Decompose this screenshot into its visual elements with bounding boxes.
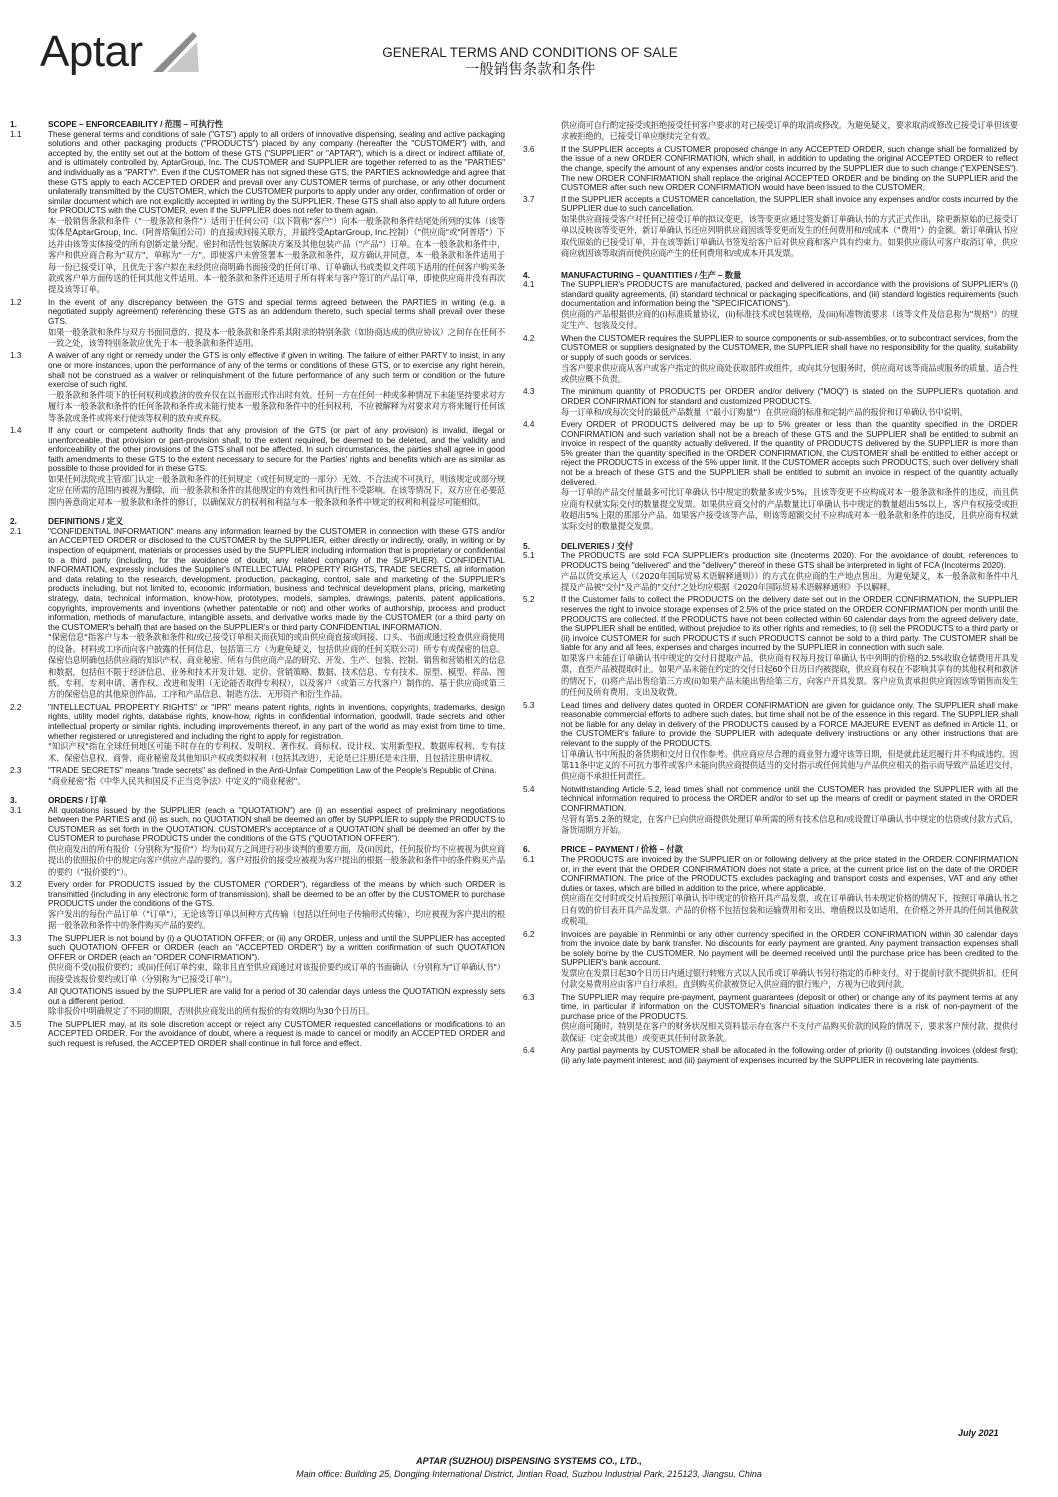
clause — [10, 527, 505, 701]
section — [10, 517, 505, 787]
clause-body — [48, 351, 505, 424]
clause — [10, 426, 505, 508]
section-number: 6. — [523, 844, 530, 855]
clause — [10, 987, 505, 1018]
clause-body — [48, 934, 505, 986]
clause-text-en: Every ORDER of PRODUCTS delivered may be up to 5% greater or less than the quantity specified in the ORDER CONFIRMATION and such variation shall not be a breach of these GTS and the SUPPLIER shall be entitled to submit an invoice in respect of the quantity actually delivered. If the quantity of PRODUCTS delivered by the SUPPLIER is more than 5% greater than the quantity specified in the ORDER CONFIRMATION, the CUSTOMER shall be entitled to either accept or reject the PRODUCTS in excess of the 5% upper limit. If the CUSTOMER accepts such PRODUCTS, such over delivery shall not be a breach of these GTS and the SUPPLIER shall be entitled to submit an invoice in respect of the quantity actually delivered. — [561, 418, 1018, 487]
clause — [523, 1046, 1018, 1065]
clause — [10, 1020, 505, 1049]
clause-body — [48, 1020, 505, 1049]
clause — [523, 195, 1018, 260]
clause-text-zh: 供应商发出的所有报价（分别称为"报价"）均为(i)双方之间进行初步谈判的重要方面，及(ii)因此，任何报价均不应被视为供应商提出的依照报价中的规定向客户供应产品的要约。客户对报价的接受应被视为客户提出的根据一般条款和条件中的条件购买产品的要约（"报价要约"）。 — [48, 843, 505, 877]
clause-text-zh: "知识产权"指在全球任何地区可能不时存在的专利权、发明权、著作权、商标权、设计权、实用新型权、数据库权利、专有技术、保密信息权、商誉、商业秘密及其他知识产权或类似权利（包括其改进），无论是已注册还是未注册，且包括注册申请权。 — [48, 741, 505, 763]
clause-number: 4.4 — [523, 418, 535, 429]
clause-text-en: Every order for PRODUCTS issued by the CUSTOMER ("ORDER"), regardless of the means by which such ORDER is transmitted (including in any electronic form of transmission), shall be deemed to be an offer by the CUSTOMER to purchase PRODUCTS under the conditions of the GTS. — [48, 879, 505, 909]
clause — [10, 298, 505, 350]
clause-number: 5.3 — [523, 699, 535, 710]
company-name: APTAR (SUZHOU) DISPENSING SYSTEMS CO., LTD., — [416, 1456, 642, 1466]
clause-text-en: These general terms and conditions of sale ("GTS") apply to all orders of innovative dispensing, sealing and active packaging solutions and other packaging products ("PRODUCTS") placed by any company (hereafter the "CUSTOMER") with, and accepted by, the entity set out at the bottom of these GTS ("SUPPLIER" or "APTAR"), which is a direct or indirect affiliate of, and is ultimately controlled by, AptarGroup, Inc. The CUSTOMER and SUPPLIER are together referred to as the "PARTIES" and individually as a "PARTY". Even if the CUSTOMER has not signed these GTS, the PARTIES acknowledge and agree that these GTS apply to each ACCEPTED ORDER and prevail over any CUSTOMER terms of purchase, or any other document unilaterally transmitted by the CUSTOMER, which the CUSTOMER purports to apply under any order, confirmation of order or similar document which are not explicitly accepted in writing by the SUPPLIER. These GTS shall also apply to all future orders for PRODUCTS with the CUSTOMER, even if the SUPPLIER does not refer to them again. — [48, 128, 505, 216]
clause-body — [48, 298, 505, 350]
clause-number: 2.2 — [10, 701, 22, 712]
section-number: 4. — [523, 269, 530, 280]
clause-text-zh: 当客户要求供应商从客户或客户指定的供应商处获取部件或组件，或向其分包服务时，供应商对该等商品或服务的质量、适合性或供应概不负责。 — [561, 362, 1018, 384]
clause-text-en: The SUPPLIER may require pre-payment, payment guarantees (deposit or other) or change any of its payment terms at any time, in particular if information on the CUSTOMER's financial situation indicates there is a risk of non-payment of the purchase price of the PRODUCTS. — [561, 991, 1018, 1021]
clause-number: 1.2 — [10, 296, 22, 307]
left-column — [10, 120, 505, 1058]
clause-number: 3.5 — [10, 1018, 22, 1029]
aptar-logo — [40, 24, 201, 86]
clause-text-zh: 客户发出的每份产品订单（"订单"），无论该等订单以何种方式传输（包括以任何电子传输形式传输），均应被视为客户提出的根据一般条款和条件中的条件购买产品的要约。 — [48, 908, 505, 931]
section — [523, 271, 1018, 533]
clause-number: 3.7 — [523, 193, 535, 204]
clause-text-en: Any partial payments by CUSTOMER shall be allocated in the following order of priority (i) outstanding invoices (oldest first); (ii) any late payment interest; and (iii) payment of expenses incurred by the SUPPLIER in recovering late payments. — [561, 1045, 1018, 1065]
clause-text-zh: "保密信息"指客户与本一般条款和条件和/或已接受订单相关而获知的或由供应商直接或间接、口头、书面或通过检查供应商使用的设备、材料或工序而向客户披露的任何信息，包括第三方（为避免疑义，包括供应商的任何关联公司）所专有或保密的信息。保密信息明确包括供应商的知识产权、商业秘密、所有与供应商产品的研究、开发、生产、包装、控制、销售和营销相关的信息和数据，包括但不限于经济信息、业务和技术开发计划、定价、营销策略、数据、技术信息、专有技术、原型、模型、样品、图纸、专利、专利申请、著作权、改进和发明（无论能否取得专利权），以及客户（或第三方代客户）制作的、基于供应商或第三方的保密信息的其他原创作品、工序和产品信息、制造方法、无形资产和衍生作品。 — [48, 632, 505, 700]
clause-number: 4.3 — [523, 386, 535, 397]
clause-text-zh: 一般条款和条件项下的任何权利或救济的放弃仅在以书面形式作出时有效。任何一方在任何一种或多种情况下未能坚持要求对方履行本一般条款和条件的任何条款和条件或未能行使本一般条款和条件中的任何权利，不应被解释为对要求对方将来履行任何该等条款或条件或将来行使该等权利的放弃或弃权。 — [48, 389, 505, 423]
clause-text-zh: "商业秘密"指《中华人民共和国反不正当竞争法》中定义的"商业秘密"。 — [48, 775, 306, 786]
clause-text-en: When the CUSTOMER requires the SUPPLIER to source components or sub-assemblies, or to subcontract services, from the CUSTOMER or suppliers designated by the CUSTOMER, the SUPPLIER shall have no responsibility for the quality, suitability or supply of such goods or services. — [561, 332, 1018, 362]
clause-number: 6.4 — [523, 1045, 535, 1056]
clause-number: 2.1 — [10, 525, 22, 536]
clause-text-zh: 如果一般条款和条件与双方书面同意的、提及本一般条款和条件系其附录的特别条款（如协商达成的供应协议）之间存在任何不一致之处，该等特别条款应优先于本一般条款和条件适用。 — [48, 326, 505, 348]
document-title — [380, 45, 680, 79]
clause — [10, 703, 505, 764]
section — [523, 845, 1018, 1065]
clause — [523, 595, 1018, 698]
clause-number: 3.3 — [10, 932, 22, 943]
logo-swoosh-icon — [149, 26, 201, 76]
clause-body — [48, 130, 505, 296]
clause-text-en: The PRODUCTS are invoiced by the SUPPLIER on or following delivery at the price stated in the ORDER CONFIRMATION or, in the event that the ORDER CONFIRMATION does not state a price, at the current price list on the date of the ORDER CONFIRMATION. The price of the PRODUCTS excludes packaging and transport costs and expenses, VAT and any other duties or taxes, which are billed in addition to the price, where applicable. — [561, 853, 1018, 893]
title-english: GENERAL TERMS AND CONDITIONS OF SALE — [382, 45, 678, 60]
clause-body — [561, 280, 1018, 332]
clause-text-zh: 供应商可随时，特别是在客户的财务状况相关资料显示存在客户不支付产品购买价款的风险的情况下，要求客户预付款、提供付款保证（定金或其他）或变更其任何付款条款。 — [561, 1021, 1018, 1043]
clause-text-zh: 本一般销售条款和条件（"一般条款和条件"）适用于任何公司（以下简称"客户"）向本一般条款和条件结尾处所列的实体（该等实体是AptarGroup, Inc.（阿普塔集团公司）的直接或间接关联方，并最终受AptarGroup, Inc.控制）（"供应商"或"阿普塔"）下达并由该等实体接受的所有创新定量分配、密封和活性包装解决方案及其他包装产品（"产品"）订单。在本一般条款和条件中，客户和供应商合称为"双方"，单称为"一方"。即使客户未曾签署本一般条款和条件，双方确认并同意，本一般条款和条件适用于每一份已接受订单，且优先于客户拟在未经供应商明确书面接受的任何订单、订单确认书或类似文件项下适用的任何客户购买条款或客户单方面传送的任何其他文件适用。本一般条款和条件还适用于所有将来与客户签订的产品订单，即使供应商并没有再次提及该等订单。 — [48, 215, 505, 295]
clause-body — [48, 766, 505, 787]
clause-text-en: Invoices are payable in Renminbi or any other currency specified in the ORDER CONFIRMATION within 30 calendar days from the invoice date by bank transfer. No discounts for early payment are granted. Any payment transaction expenses shall be solely borne by the CUSTOMER. No payment will be deemed received until the purchase price has been credited to the SUPPLIER's bank account. — [561, 928, 1018, 968]
clause — [523, 145, 1018, 193]
section — [10, 796, 505, 1049]
clause-text-en: In the event of any discrepancy between the GTS and special terms agreed between the PARTIES in writing (e.g. a negotiated supply agreement) referencing these GTS as an addendum thereto, such special terms shall prevail over these GTS. — [48, 296, 505, 326]
section — [10, 120, 505, 508]
clause-continuation: 供应商可自行酌定接受或拒绝接受任何客户要求的对已接受订单的取消或修改。为避免疑义，要求取消或修改已接受订单但该要求被拒绝的，已接受订单应继续完全有效。 — [561, 120, 1018, 142]
section-number: 3. — [10, 794, 17, 805]
clause — [523, 993, 1018, 1045]
clause-number: 1.3 — [10, 350, 22, 361]
clause-body — [561, 993, 1018, 1045]
clause-number: 3.2 — [10, 879, 22, 890]
clause-text-zh: 订单确认书中所报的备货期和交付日仅作参考。供应商应尽合理的商业努力遵守该等日期，但是就此延迟履行并不构成违约。因第11条中定义的不可抗力事件或客户未能向供应商提供适当的交付指示或任何其他与产品供应相关的指示而导致产品延迟交付，供应商不承担任何责任。 — [561, 748, 1018, 782]
clause-body — [561, 595, 1018, 698]
clause-body — [561, 334, 1018, 386]
clause-text-zh: 供应商在交付时或交付后按照订单确认书中规定的价格开具产品发票，或在订单确认书未规定价格的情况下，按照订单确认书之日有效的价目表开具产品发票。产品的价格不包括包装和运输费用和支出、增值税以及如适用，在价格之外开具的任何其他税款或税项。 — [561, 893, 1018, 927]
clause-text-zh: 发票应在发票日起30个日历日内通过银行转账方式以人民币或订单确认书另行指定的币种支付。对于提前付款不提供折扣。任何付款交易费用应由客户自行承担。直到购买价款被贷记入供应商的银行账户，方视为已收到付款。 — [561, 967, 1018, 990]
clause — [10, 130, 505, 296]
company-address: Main office: Building 25, Dongjing International District, Jintian Road, Suzhou Industrial Park, 215123, Jiangsu, China — [296, 1469, 762, 1479]
clause-text-en: The SUPPLIER's PRODUCTS are manufactured, packed and delivered in accordance with the provisions of SUPPLIER's (i) standard quality agreements, (ii) standard technical or packaging specifications, and (iii) standard logistics requirements (such documentation and information being the "SPECIFICATIONS"). — [561, 279, 1018, 309]
right-column — [523, 120, 1018, 1074]
clause — [523, 280, 1018, 332]
right-sections — [523, 271, 1018, 1066]
clause-body — [48, 880, 505, 932]
clause-body — [561, 145, 1018, 193]
section-number: 5. — [523, 540, 530, 551]
section-title: DEFINITIONS / 定义 — [48, 516, 124, 527]
clause — [523, 701, 1018, 783]
clause-text-zh: 如果客户未能在订单确认书中规定的交付日提取产品，供应商有权每月按订单确认书中列明的价格的2.5%收取仓储费用开具发票，直至产品被提取时止。如果产品未能在约定的交付日起60个日历日内被提取，供应商有权在不影响其享有的其他权利和救济的情况下，(i)将产品出售给第三方或(ii)如果产品未能出售给第三方，向客户开具发票。客户应负责承担供应商因该等销售而发生的任何及所有费用、支出及收费。 — [561, 652, 1018, 698]
clause-text-en: If the SUPPLIER accepts a CUSTOMER cancellation, the SUPPLIER shall invoice any expenses and/or costs incurred by the SUPPLIER due to such cancellation. — [561, 193, 1018, 214]
clause-text-en: Notwithstanding Article 5.2, lead times shall not commence until the CUSTOMER has provided the SUPPLIER with all the technical information required to process the ORDER and/or to set up the means of credit or payment stated in the ORDER CONFIRMATION. — [561, 783, 1018, 813]
section-title: SCOPE – ENFORCEABILITY / 范围 – 可执行性 — [48, 119, 224, 129]
clause-number: 3.6 — [523, 143, 535, 154]
title-chinese: 一般销售条款和条件 — [464, 62, 596, 78]
clause-number: 3.1 — [10, 804, 22, 815]
clause-number: 3.4 — [10, 986, 22, 997]
clause-number: 4.1 — [523, 279, 535, 290]
clause-body — [561, 195, 1018, 260]
clause-number: 6.1 — [523, 853, 535, 864]
clause — [523, 387, 1018, 418]
clause — [10, 351, 505, 424]
clause-body — [561, 1046, 1018, 1065]
clause-number: 1.4 — [10, 424, 22, 435]
clause-text-en: The SUPPLIER is not bound by (i) a QUOTATION OFFER; or (ii) any ORDER, unless and until the SUPPLIER has accepted such QUOTATION OFFER or ORDER (each an "ACCEPTED ORDER") by a written confirmation of such QUOTATION OFFER or ORDER (each an "ORDER CONFIRMATION"). — [48, 932, 505, 962]
clause — [523, 420, 1018, 533]
clause — [523, 551, 1018, 593]
clause-body — [561, 785, 1018, 837]
clause-text-zh: 尽管有第5.2条的规定，在客户已向供应商提供处理订单所需的所有技术信息和/或设置订单确认书中规定的信贷或付款方式后，备货周期方开始。 — [561, 813, 1018, 835]
clause-body — [561, 420, 1018, 533]
section — [523, 542, 1018, 837]
clause-text-en: A waiver of any right or remedy under the GTS is only effective if given in writing. The failure of either PARTY to insist, in any one or more instances, upon the performance of any of the terms or conditions of these GTS, or to exercise any right herein, shall not be construed as a waiver or relinquishment of the future performance of any such term or condition or the future exercise of such right. — [48, 350, 505, 390]
clause — [523, 930, 1018, 991]
clause-number: 6.2 — [523, 928, 535, 939]
clause-body — [48, 703, 505, 764]
clause-text-en: The minimum quantity of PRODUCTS per ORDER and/or delivery ("MOQ") is stated on the SUPPLIER's quotation and ORDER CONFIRMATION for standard and customized PRODUCTS. — [561, 386, 1018, 406]
revision-date: July 2021 — [958, 1428, 999, 1438]
clause-text-en: "CONFIDENTIAL INFORMATION" means any information learned by the CUSTOMER in connection with these GTS and/or an ACCEPTED ORDER or disclosed to the CUSTOMER by the SUPPLIER, either directly or indirectly, orally, in writing or by inspection of equipment, materials or processes used by the SUPPLIER including information that is proprietary or confidential to a third party (including, for the avoidance of doubt, any related company of the SUPPLIER). CONFIDENTIAL INFORMATION, expressly includes the Supplier's INTELLECTUAL PROPERTY RIGHTS, TRADE SECRETS, all information and data relating to the research, development, production, packaging, control, sale and marketing of the SUPPLIER's products including, but not limited to, economic information, business and technical development plans, pricing, marketing strategy, data, technical information, know-how, prototypes, models, samples, drawings, patents, patent applications, copyrights, improvements and inventions (whether patentable or not) and other works of authorship, process and product information, methods of manufacture, intangible assets, and derivative works made by the CUSTOMER (or a third party on the CUSTOMER's behalf) that are based on the SUPPLIER's or third party CONFIDENTIAL INFORMATION. — [48, 525, 505, 632]
section-title: ORDERS / 订单 — [48, 794, 107, 805]
clause-text-en: If the SUPPLIER accepts a CUSTOMER proposed change in any ACCEPTED ORDER, such change shall be formalized by the issue of a new ORDER CONFIRMATION, which shall, in addition to updating the original ACCEPTED ORDER to reflect the change, specify the amount of any expenses and/or costs incurred by the SUPPLIER due to such change ("EXPENSES"). The new ORDER CONFIRMATION shall replace the original ACCEPTED ORDER and be binding on the SUPPLIER and the CUSTOMER after such new ORDER CONFIRMATION would have been issued to the CUSTOMER. — [561, 143, 1018, 193]
clause-number: 1.1 — [10, 128, 22, 139]
clause-body — [48, 987, 505, 1018]
clause — [523, 785, 1018, 837]
clause-text-zh: 每一订单的产品交付量最多可比订单确认书中规定的数量多或少5%，且该等变更不应构成对本一般条款和条件的违反，而且供应商有权就实际交付的数量提交发票。如果供应商交付的产品数量比订单确认书中规定的数量超出5%以上，客户有权接受或拒收超出5%上限的那部分产品。如果客户接受该等产品，则该等超额交付不应构成对本一般条款和条件的违反，且供应商有权就实际交付的数量提交发票。 — [561, 487, 1018, 532]
clause-text-zh: 如果任何法院或主管部门认定一般条款和条件的任何规定（或任何规定的一部分）无效、不合法或不可执行，则该规定或部分规定应在所需的范围内被视为删除，而一般条款和条件的其他规定的有效性和可执行性不受影响。在该等情况下，双方应在必要范围内善意商定对本一般条款和条件的修订，以确保双方的权利和利益与本一般条款和条件中规定的权利和利益尽可能相似。 — [48, 473, 505, 507]
clause-text-en: The PRODUCTS are sold FCA SUPPLIER's production site (Incoterms 2020). For the avoidance of doubt, references to PRODUCTS being "delivered" and the "delivery" thereof in these GTS shall be interpreted in light of FCA (Incoterms 2020). — [561, 550, 1018, 570]
right-top-clauses — [523, 145, 1018, 260]
clause-text-zh: 供应商不受(i)报价要约；或(ii)任何订单约束，除非且直至供应商通过对该报价要约或订单的书面确认（分别称为"订单确认书"）而接受该报价要约或订单（分别称为"已接受订单"）。 — [48, 962, 505, 984]
clause-body — [561, 855, 1018, 928]
clause-text-en: Lead times and delivery dates quoted in ORDER CONFIRMATION are given for guidance only. The SUPPLIER shall make reasonable commercial efforts to adhere such dates, but time shall not be of the essence in this regard. The SUPPLIER shall not be liable for any delay in delivery of the PRODUCTS caused by a FORCE MAJEURE EVENT as defined in Article 11, or the CUSTOMER's failure to provide the SUPPLIER with adequate delivery instructions or any other instructions that are relevant to the supply of the PRODUCTS. — [561, 699, 1018, 748]
section-title: PRICE – PAYMENT / 价格 – 付款 — [561, 844, 683, 855]
clause — [10, 880, 505, 932]
clause-text-en: The SUPPLIER may, at its sole discretion accept or reject any CUSTOMER requested cancellations or modifications to an ACCEPTED ORDER. For the avoidance of doubt, where a request is made to cancel or modify an ACCEPTED ORDER and such request is refused, the ACCEPTED ORDER shall continue in full force and effect. — [48, 1018, 505, 1049]
section-title: DELIVERIES / 交付 — [561, 540, 634, 551]
clause-number: 4.2 — [523, 332, 535, 343]
clause-text-zh: 供应商的产品根据供应商的(i)标准质量协议，(ii)标准技术或包装规格，及(iii)标准物流要求（该等文件及信息称为"规格"）的规定生产、包装及交付。 — [561, 308, 1018, 331]
clause-number: 5.2 — [523, 594, 535, 605]
page-header — [0, 0, 1058, 110]
clause-number: 5.1 — [523, 550, 535, 561]
clause-number: 5.4 — [523, 783, 535, 794]
clause-text-en: "TRADE SECRETS" means "trade secrets" as defined in the Anti-Unfair Competition Law of the People's Republic of China. — [48, 764, 497, 775]
clause-body — [48, 426, 505, 508]
logo-wordmark: Aptar — [40, 27, 143, 76]
clause-text-en: All quotations issued by the SUPPLIER (each a "QUOTATION") are (i) an essential aspect of preliminary negotiations between the PARTIES and (ii) as such, no QUOTATION shall be deemed an offer by SUPPLIER to supply the PRODUCTS to CUSTOMER as set forth in the QUOTATION. CUSTOMER's acceptance of a QUOTATION shall be deemed an offer by the CUSTOMER to purchase PRODUCTS under the conditions of the GTS ("QUOTATION OFFER"). — [48, 804, 505, 844]
clause — [523, 855, 1018, 928]
clause-number: 2.3 — [10, 764, 22, 775]
clause-body — [561, 551, 1018, 593]
clause-body — [561, 701, 1018, 783]
clause-body — [561, 930, 1018, 991]
clause-body — [48, 806, 505, 879]
clause — [10, 934, 505, 986]
clause — [10, 806, 505, 879]
clause-body — [48, 527, 505, 701]
clause-text-en: All QUOTATIONS issued by the SUPPLIER are valid for a period of 30 calendar days unless the QUOTATION expressly sets out a different period. — [48, 986, 505, 1006]
clause-text-en: If the Customer fails to collect the PRODUCTS on the delivery date set out in the ORDER CONFIRMATION, the SUPPLIER reserves the right to invoice storage expenses of 2.5% of the price stated on the ORDER CONFIRMATION per month until the PRODUCTS are collected. If the PRODUCTS have not been collected within 60 calendar days from the agreed delivery date, the SUPPLIER shall be entitled, without prejudice to its other rights and remedies, to (i) sell the PRODUCTS to a third party or (ii) invoice CUSTOMER for such PRODUCTS if such PRODUCTS cannot be sold to a third party. The CUSTOMER shall be liable for any and all fees, expenses and charges incurred by the SUPPLIER in connection with such sale. — [561, 594, 1018, 653]
clause — [10, 766, 505, 787]
section-number: 1. — [10, 119, 17, 129]
clause-body — [561, 387, 1018, 418]
clause-text-zh: 如果供应商接受客户对任何已接受订单的拟议变更，该等变更应通过签发新订单确认书的方式正式作出，除更新原始的已接受订单以反映该等变更外，新订单确认书还应列明供应商因该等变更而发生的任何费用和/或成本（"费用"）的金额。新订单确认书应取代原始的已接受订单，并在该等新订单确认书签发给客户后对供应商和客户具有约束力。如果供应商认可客户取消订单，供应商应就因该等取消而使供应商产生的任何费用和/或成本开具发票。 — [561, 213, 1018, 259]
clause — [523, 334, 1018, 386]
section-number: 2. — [10, 516, 17, 527]
clause-text-en: "INTELLECTUAL PROPERTY RIGHTS" or "IPR" means patent rights, rights in inventions, copyrights, trademarks, design rights, utility model rights, database rights, know-how, rights in confidential information, goodwill, trade secrets and other intellectual property or similar rights, including improvements thereof, in any part of the world as may exist from time to time, whether registered or unregistered and including the right to apply for registration. — [48, 701, 505, 741]
clause-text-zh: 除非报价中明确规定了不同的期限，否则供应商发出的所有报价的有效期均为30个日历日。 — [48, 1006, 374, 1017]
section-title: MANUFACTURING – QUANTITIES / 生产 – 数量 — [561, 269, 742, 280]
clause-text-zh: 产品以货交承运人（《2020年国际贸易术语解释通则》）的方式在供应商的生产地点售出。为避免疑义，本一般条款和条件中凡提及产品被"交付"及产品的"交付"之处均应根据《2020年国际贸易术语解释通则》予以解释。 — [561, 570, 1018, 592]
clause-text-en: If any court or competent authority finds that any provision of the GTS (or part of any provision) is invalid, illegal or unenforceable, that provision or part-provision shall, to the extent required, be deemed to be deleted, and the validity and enforceability of the other provisions of the GTS shall not be affected. In such circumstances, the parties shall agree in good faith amendments to these GTS to the extent necessary to secure for the Parties' rights and benefits which are as similar as possible to those provided for in these GTS. — [48, 424, 505, 474]
clause-text-zh: 每一订单和/或每次交付的最低产品数量（"最小订购量"）在供应商的标准和定制产品的报价和订单确认书中说明。 — [561, 406, 968, 417]
clause-number: 6.3 — [523, 991, 535, 1002]
